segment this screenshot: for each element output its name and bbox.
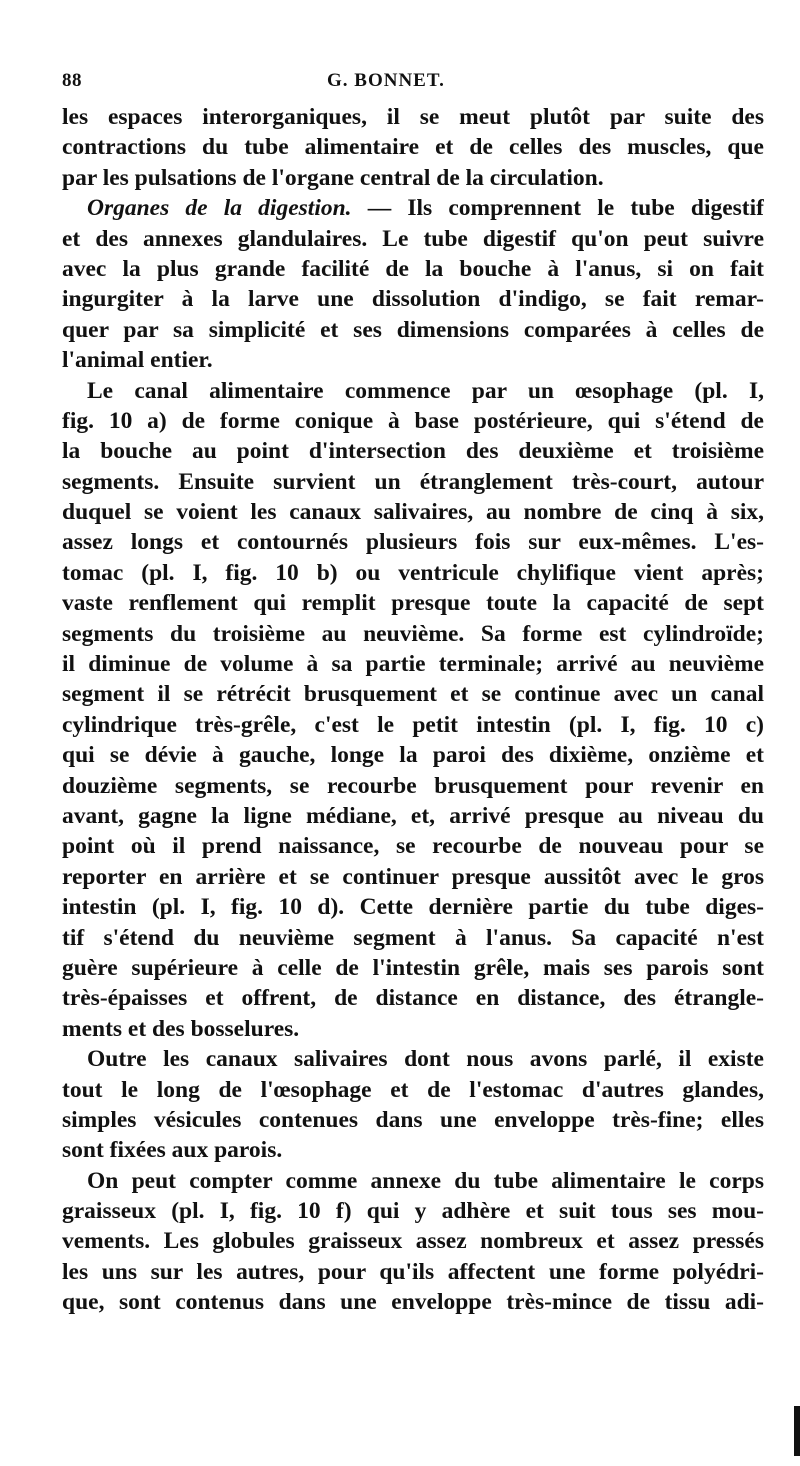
text-line — [62, 831, 764, 861]
page-header — [62, 70, 762, 96]
line-text: intestin (pl. I, fig. 10 d). Cette dernière partie du tube diges- — [62, 894, 764, 921]
text-line — [62, 345, 764, 375]
line-text: les uns sur les autres, pour qu'ils affectent une forme polyédri- — [62, 1258, 764, 1285]
body-text — [62, 102, 764, 1318]
text-line — [62, 406, 764, 436]
line-text: guère supérieure à celle de l'intestin grêle, mais ses parois sont — [62, 954, 764, 981]
line-text: contractions du tube alimentaire et de celles des muscles, que — [62, 134, 764, 161]
text-line — [62, 497, 764, 527]
line-text: Le canal alimentaire commence par un œsophage (pl. I, — [87, 377, 764, 404]
text-line — [62, 132, 764, 162]
line-text: qui se dévie à gauche, longe la paroi des dixième, onzième et — [62, 742, 764, 769]
line-text: tomac (pl. I, fig. 10 b) ou ventricule chylifique vient après; — [62, 559, 764, 586]
text-line — [62, 254, 764, 284]
line-text: simples vésicules contenues dans une enveloppe très-fine; elles — [62, 1106, 764, 1133]
text-line — [62, 1135, 764, 1165]
text-line — [62, 193, 764, 223]
line-text: segments. Ensuite survient un étranglement très-court, autour — [62, 468, 764, 495]
line-text: segments du troisième au neuvième. Sa forme est cylindroïde; — [62, 620, 764, 647]
text-line — [62, 1196, 764, 1226]
text-line — [62, 771, 764, 801]
line-text: ingurgiter à la larve une dissolution d'indigo, se fait remar- — [62, 286, 764, 313]
scan-edge-mark — [794, 1406, 800, 1456]
text-line — [62, 1075, 764, 1105]
text-line — [62, 983, 764, 1013]
text-line — [62, 953, 764, 983]
line-text: très-épaisses et offrent, de distance en distance, des étrangle- — [62, 985, 764, 1012]
text-line — [62, 1105, 764, 1135]
text-line — [62, 1044, 764, 1074]
line-text: duquel se voient les canaux salivaires, au nombre de cinq à six, — [62, 499, 764, 526]
text-line — [62, 467, 764, 497]
text-line — [62, 163, 764, 193]
line-text: tout le long de l'œsophage et de l'estomac d'autres glandes, — [62, 1076, 764, 1103]
line-text: sont fixées aux parois. — [62, 1137, 283, 1164]
line-text: On peut compter comme annexe du tube alimentaire le corps — [87, 1167, 764, 1194]
text-line — [62, 224, 764, 254]
line-text: tif s'étend du neuvième segment à l'anus. Sa capacité n'est — [62, 924, 764, 951]
line-text: quer par sa simplicité et ses dimensions comparées à celles de — [62, 316, 764, 343]
text-line — [62, 315, 764, 345]
line-text: l'animal entier. — [62, 347, 213, 374]
section-heading: Organes de la digestion. — [87, 195, 352, 222]
text-line — [62, 679, 764, 709]
text-line — [62, 1014, 764, 1044]
line-text: la bouche au point d'intersection des deuxième et troisième — [62, 438, 764, 465]
line-text: graisseux (pl. I, fig. 10 f) qui y adhère et suit tous ses mou- — [62, 1198, 764, 1225]
line-text: douzième segments, se recourbe brusquement pour revenir en — [62, 772, 764, 799]
text-line — [62, 376, 764, 406]
line-text: avant, gagne la ligne médiane, et, arrivé presque au niveau du — [62, 802, 764, 829]
text-line — [62, 619, 764, 649]
text-line — [62, 710, 764, 740]
line-text: ments et des bosselures. — [62, 1015, 300, 1042]
line-text: avec la plus grande facilité de la bouche à l'anus, si on fait — [62, 255, 764, 282]
text-line — [62, 102, 764, 132]
text-line — [62, 801, 764, 831]
line-text: par les pulsations de l'organe central de la circulation. — [62, 164, 604, 191]
text-line — [62, 1257, 764, 1287]
text-line — [62, 1166, 764, 1196]
line-text: assez longs et contournés plusieurs fois sur eux-mêmes. L'es- — [62, 529, 764, 556]
line-text: point où il prend naissance, se recourbe de nouveau pour se — [62, 833, 764, 860]
text-line — [62, 588, 764, 618]
text-line — [62, 527, 764, 557]
line-text: segment il se rétrécit brusquement et se continue avec un canal — [62, 681, 764, 708]
line-text: que, sont contenus dans une enveloppe très-mince de tissu adi- — [62, 1289, 764, 1316]
line-text: Outre les canaux salivaires dont nous avons parlé, il existe — [87, 1046, 764, 1073]
line-text: fig. 10 a) de forme conique à base postérieure, qui s'étend de — [62, 407, 764, 434]
text-line — [62, 284, 764, 314]
text-line — [62, 558, 764, 588]
text-line — [62, 1287, 764, 1317]
text-line — [62, 862, 764, 892]
line-text: vements. Les globules graisseux assez nombreux et assez pressés — [62, 1228, 764, 1255]
line-text: les espaces interorganiques, il se meut plutôt par suite des — [62, 104, 764, 130]
line-text: et des annexes glandulaires. Le tube digestif qu'on peut suivre — [62, 225, 764, 252]
line-text: — Ils comprennent le tube digestif — [351, 195, 764, 222]
text-line — [62, 923, 764, 953]
line-text: cylindrique très-grêle, c'est le petit intestin (pl. I, fig. 10 c) — [62, 711, 764, 738]
text-line — [62, 1226, 764, 1256]
text-line — [62, 892, 764, 922]
text-line — [62, 436, 764, 466]
line-text: il diminue de volume à sa partie terminale; arrivé au neuvième — [62, 651, 764, 678]
running-head: G. BONNET. — [327, 70, 445, 91]
line-text: reporter en arrière et se continuer presque aussitôt avec le gros — [62, 863, 764, 890]
line-text: vaste renflement qui remplit presque toute la capacité de sept — [62, 590, 764, 617]
page-number: 88 — [62, 70, 82, 91]
text-line — [62, 649, 764, 679]
text-line — [62, 740, 764, 770]
